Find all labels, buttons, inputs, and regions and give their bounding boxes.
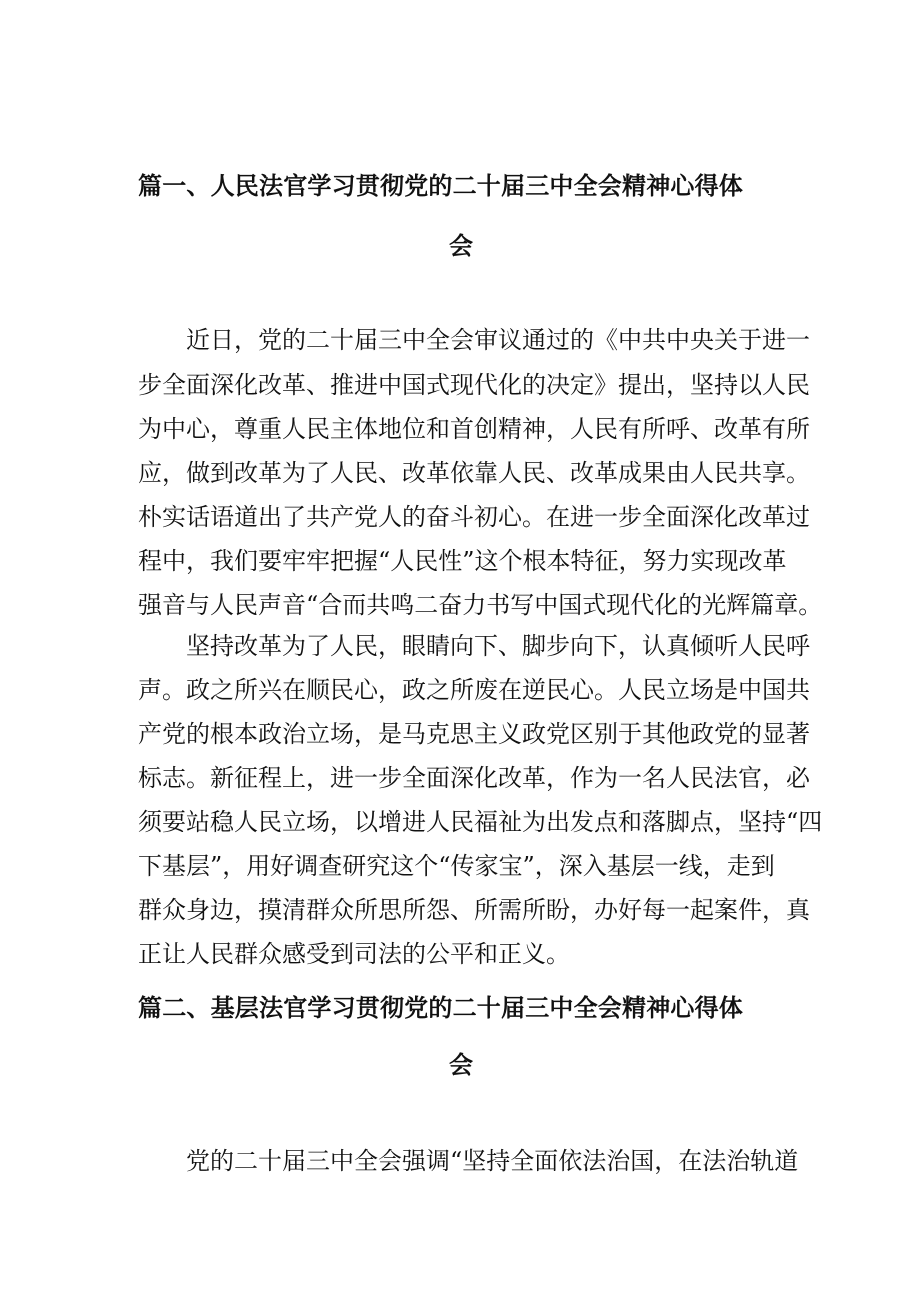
paragraph-line: 声。政之所兴在顺民心，政之所废在逆民心。人民立场是中国共 bbox=[138, 676, 810, 704]
section-title-line-1: 篇一、人民法官学习贯彻党的二十届三中全会精神心得体 bbox=[138, 172, 743, 200]
paragraph-line: 标志。新征程上，进一步全面深化改革，作为一名人民法官，必 bbox=[138, 764, 810, 792]
paragraph-line: 群众身边，摸清群众所思所怨、所需所盼，办好每一起案件，真 bbox=[138, 896, 810, 924]
paragraph-line: 下基层”，用好调查研究这个“传家宝”，深入基层一线，走到 bbox=[138, 852, 775, 880]
paragraph-line: 正让人民群众感受到司法的公平和正义。 bbox=[138, 940, 570, 968]
paragraph-line: 党的二十届三中全会强调“坚持全面依法治国，在法治轨道 bbox=[186, 1147, 799, 1175]
section-title-line-2: 会 bbox=[449, 1051, 474, 1079]
paragraph-line: 须要站稳人民立场，以增进人民福祉为出发点和落脚点，坚持“四 bbox=[138, 808, 823, 836]
paragraph-line: 产党的根本政治立场，是马克思主义政党区别于其他政党的显著 bbox=[138, 720, 810, 748]
paragraph-line: 强音与人民声音“合而共鸣二奋力书写中国式现代化的光辉篇章。 bbox=[138, 591, 823, 619]
section-title-line-2: 会 bbox=[449, 232, 474, 260]
paragraph-line: 程中，我们要牢牢把握“人民性”这个根本特征，努力实现改革 bbox=[138, 547, 787, 575]
paragraph-line: 朴实话语道出了共产党人的奋斗初心。在进一步全面深化改革过 bbox=[138, 503, 810, 531]
paragraph-line: 坚持改革为了人民，眼睛向下、脚步向下，认真倾听人民呼 bbox=[186, 632, 810, 660]
paragraph-line: 为中心，尊重人民主体地位和首创精神，人民有所呼、改革有所 bbox=[138, 415, 810, 443]
paragraph-line: 步全面深化改革、推进中国式现代化的决定》提出，坚持以人民 bbox=[138, 371, 810, 399]
section-title-line-1: 篇二、基层法官学习贯彻党的二十届三中全会精神心得体 bbox=[138, 994, 743, 1022]
paragraph-line: 近日，党的二十届三中全会审议通过的《中共中央关于进一 bbox=[186, 326, 810, 354]
paragraph-line: 应，做到改革为了人民、改革依靠人民、改革成果由人民共享。 bbox=[138, 459, 810, 487]
